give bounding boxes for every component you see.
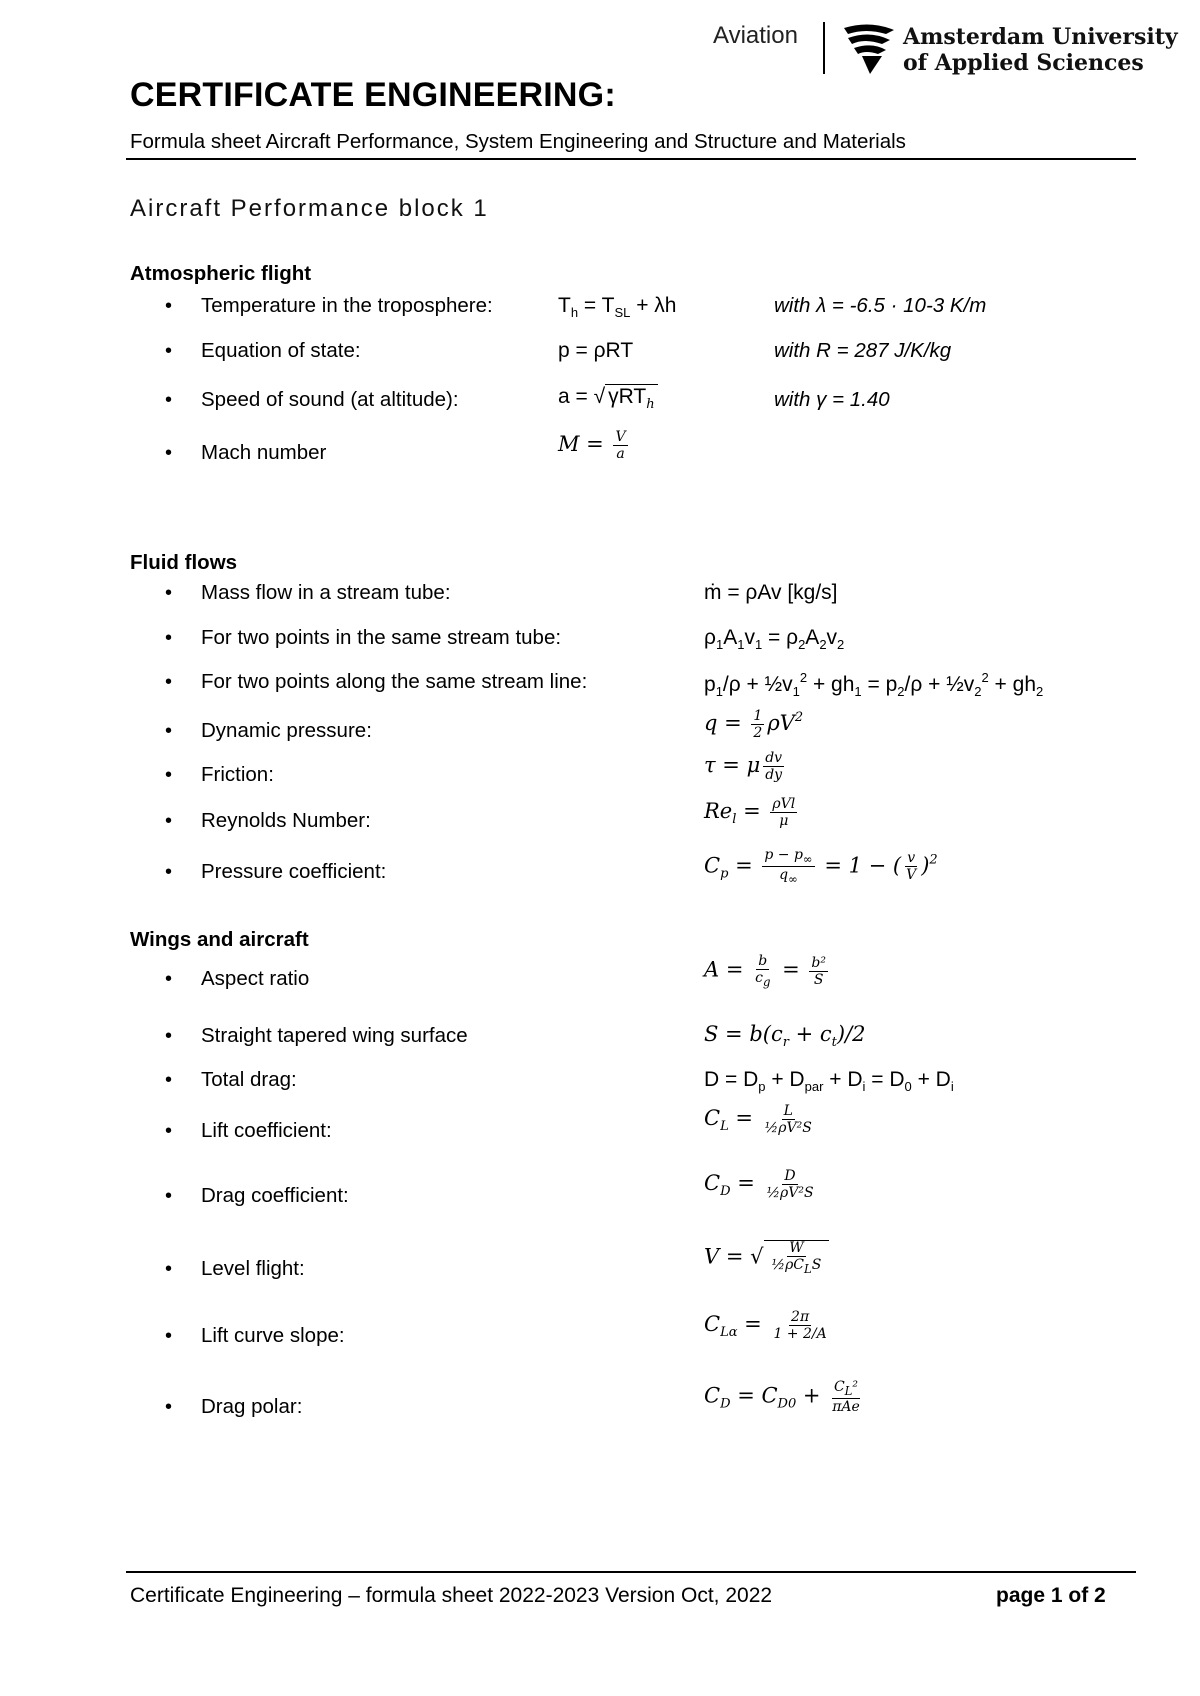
university-name <box>903 24 1178 76</box>
item-label-reynolds: Reynolds Number: <box>201 809 371 832</box>
section-heading-atmospheric: Atmospheric flight <box>130 262 312 285</box>
formula-tapered-wing: $S = b(c_r + c_t)/2$ <box>704 1022 866 1050</box>
section-heading-fluid: Fluid flows <box>130 551 238 574</box>
bullet: • <box>165 1185 173 1207</box>
formula-lift-coefficient: $C_L$ = $\frac{L}{\text{½ρV²S}}$ <box>704 1103 812 1136</box>
bullet: • <box>165 968 173 990</box>
formula-aspect-ratio: A = $\frac{b}{c_g}$ = $\frac{\text{b²}}{S}$ <box>704 953 826 989</box>
page-title: CERTIFICATE ENGINEERING: <box>130 76 616 114</box>
bullet: • <box>165 1069 173 1091</box>
bullet: • <box>165 295 173 317</box>
bullet: • <box>165 1396 173 1418</box>
footer-rule <box>126 1571 1136 1573</box>
formula-bernoulli: $p_1/\rho$ + $\frac{1}{2}v_1^2 + gh_1 = p_2/\rho$ + $\frac{1}{2}v_2^2 + gh_2$ <box>704 670 1044 699</box>
formula-temperature: $T_h = T_{SL} + \lambda h$ <box>558 294 677 320</box>
item-label-dynamic-pressure: Dynamic pressure: <box>201 719 372 742</box>
formula-pressure-coefficient: $C_p$ = $\frac{p - p_\infty}{q_\infty}$ = 1 − ( $\frac{v}{V}$ )$^2$ <box>704 847 938 887</box>
formula-mach-number: M = $\frac{V}{a}$ <box>558 429 626 462</box>
header-divider <box>823 22 825 74</box>
bullet: • <box>165 810 173 832</box>
page-subtitle: Formula sheet Aircraft Performance, System Engineering and Structure and Materials <box>130 130 906 153</box>
bullet: • <box>165 861 173 883</box>
formula-total-drag: $D = D_p + D_{par} + D_i = D_0 + D_i$ <box>704 1068 954 1094</box>
note-temperature: with λ = -6.5 · 10-3 K/m <box>774 294 987 317</box>
bullet: • <box>165 1120 173 1142</box>
university-name-line1: Amsterdam University <box>903 24 1178 50</box>
formula-drag-polar: $C_D = C_{D0}$ + $\frac{C_L^2}{\text{πAe}}$ <box>704 1379 860 1416</box>
formula-drag-coefficient: $C_D$ = $\frac{D}{\text{½ρV²S}}$ <box>704 1168 814 1201</box>
bullet: • <box>165 1258 173 1280</box>
item-label-total-drag: Total drag: <box>201 1068 297 1091</box>
footer-text: Certificate Engineering – formula sheet 2022-2023 Version Oct, 2022 <box>130 1584 773 1607</box>
item-label-stream-tube: For two points in the same stream tube: <box>201 626 562 649</box>
item-label-mach-number: Mach number <box>201 441 327 464</box>
bullet: • <box>165 582 173 604</box>
formula-dynamic-pressure: q = $\frac{1}{2}$ $\rho V^2$ <box>704 708 804 741</box>
bullet: • <box>165 1025 173 1047</box>
bullet: • <box>165 627 173 649</box>
bullet: • <box>165 720 173 742</box>
formula-reynolds: $Re_l$ = $\frac{\text{ρVl}}{\mu}$ <box>704 796 796 829</box>
bullet: • <box>165 442 173 464</box>
item-label-drag-polar: Drag polar: <box>201 1395 303 1418</box>
formula-mass-flow: ṁ = ρAv [kg/s] <box>704 581 838 604</box>
formula-lift-curve-slope: $C_{L\alpha}$ = $\frac{2\pi}{1 + 2/A}$ <box>704 1309 827 1342</box>
bullet: • <box>165 671 173 693</box>
page-number: page 1 of 2 <box>996 1584 1106 1607</box>
section-heading-wings: Wings and aircraft <box>130 928 309 951</box>
bullet: • <box>165 389 173 411</box>
item-label-friction: Friction: <box>201 763 274 786</box>
item-label-pressure-coefficient: Pressure coefficient: <box>201 860 387 883</box>
bullet: • <box>165 1325 173 1347</box>
note-speed-of-sound: with γ = 1.40 <box>774 388 890 411</box>
bullet: • <box>165 340 173 362</box>
bullet: • <box>165 764 173 786</box>
item-label-mass-flow: Mass flow in a stream tube: <box>201 581 451 604</box>
note-equation-of-state: with R = 287 J/K/kg <box>774 339 952 362</box>
item-label-aspect-ratio: Aspect ratio <box>201 967 310 990</box>
item-label-drag-coefficient: Drag coefficient: <box>201 1184 349 1207</box>
formula-equation-of-state: p = ρRT <box>558 339 634 362</box>
formula-level-flight: V = √ $\frac{W}{\frac{1}{2}\rho C_LS}$ <box>704 1240 829 1275</box>
formula-stream-tube: $\rho_1A_1v_1 = \rho_2A_2v_2$ <box>704 626 845 652</box>
item-label-stream-line: For two points along the same stream line: <box>201 670 588 693</box>
department-label: Aviation <box>713 22 798 49</box>
header-rule <box>126 158 1136 160</box>
item-label-temperature: Temperature in the troposphere: <box>201 294 493 317</box>
item-label-lift-coefficient: Lift coefficient: <box>201 1119 332 1142</box>
item-label-level-flight: Level flight: <box>201 1257 305 1280</box>
university-logo-icon <box>842 22 897 77</box>
formula-speed-of-sound: a = √ γRT$_h$ <box>558 384 658 412</box>
item-label-lift-curve-slope: Lift curve slope: <box>201 1324 345 1347</box>
university-name-line2: of Applied Sciences <box>903 50 1144 76</box>
block-title: Aircraft Performance block 1 <box>130 195 489 222</box>
formula-friction: τ = μ $\frac{dv}{dy}$ <box>704 750 783 783</box>
item-label-speed-of-sound: Speed of sound (at altitude): <box>201 388 459 411</box>
item-label-equation-of-state: Equation of state: <box>201 339 361 362</box>
item-label-tapered-wing: Straight tapered wing surface <box>201 1024 468 1047</box>
